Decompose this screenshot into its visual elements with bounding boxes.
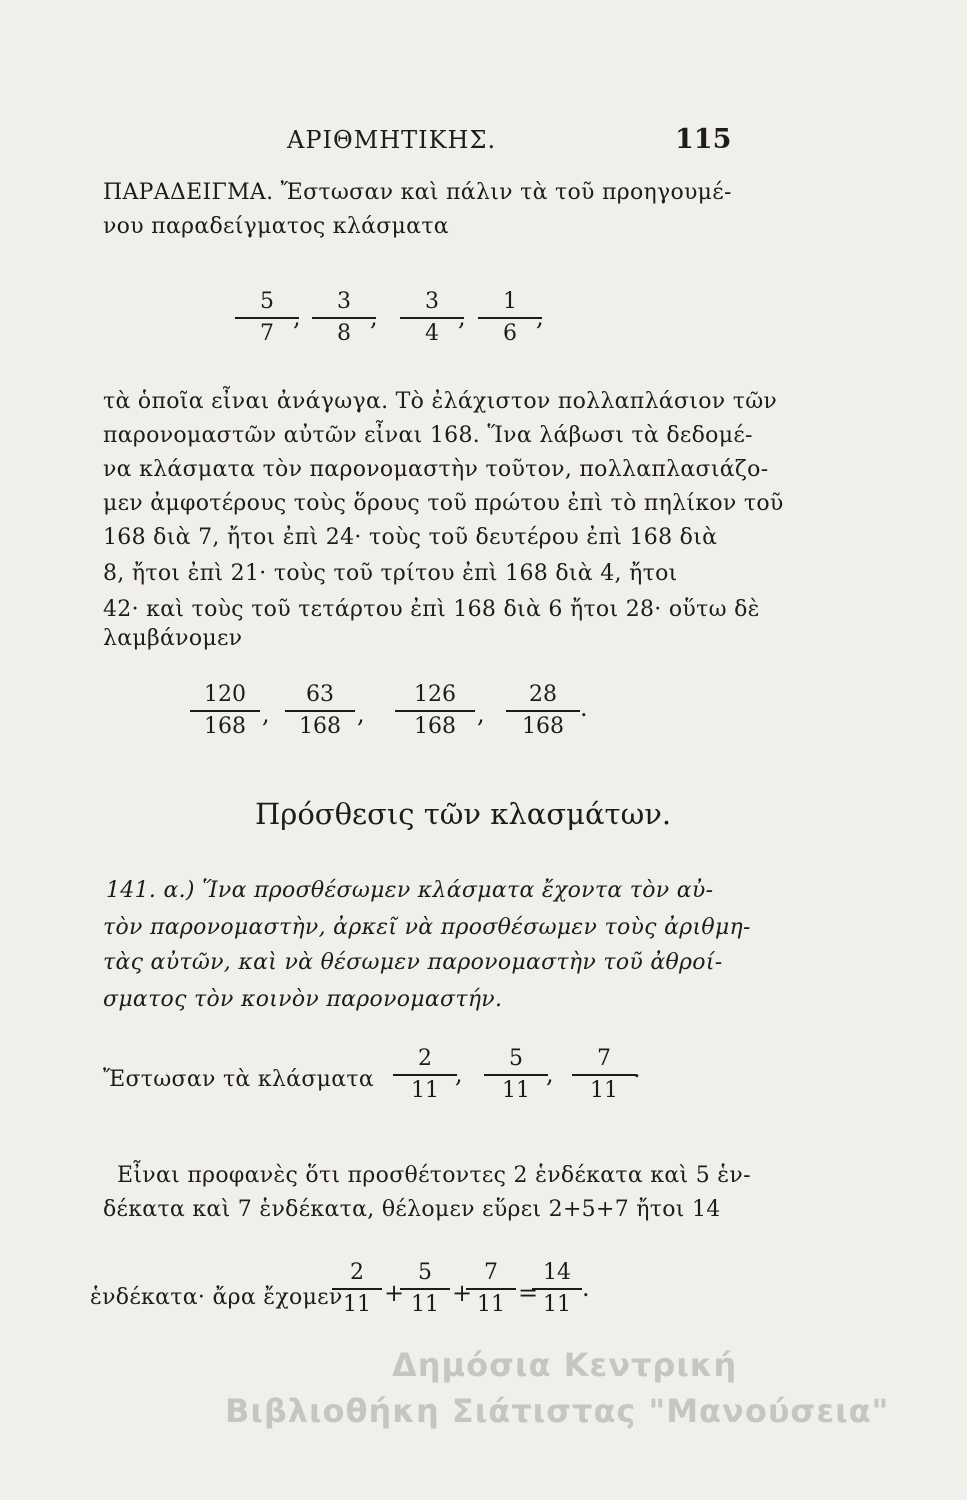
fraction-120-168 (190, 684, 260, 738)
body-line: τὰ ὁποῖα εἶναι ἀνάγωγα. Τὸ ἐλάχιστον πολλαπλάσιον τῶν (103, 389, 778, 414)
fraction-denominator: 11 (411, 1292, 439, 1317)
fraction-numerator: 2 (350, 1260, 364, 1285)
fraction-7-11 (572, 1048, 636, 1102)
fraction-denominator: 11 (477, 1292, 505, 1317)
fraction-numerator: 63 (306, 682, 334, 707)
body-line: να κλάσματα τὸν παρονομαστὴν τοῦτον, πολλαπλασιάζο- (103, 457, 769, 482)
body-line: παρονομαστῶν αὐτῶν εἶναι 168. Ἵνα λάβωσι τὰ δεδομέ- (103, 423, 753, 448)
fraction-denominator: 168 (299, 714, 341, 739)
rule-line: τὸν παρονομαστὴν, ἀρκεῖ νὰ προσθέσωμεν τοὺς ἀριθμη- (103, 915, 751, 940)
fraction-numerator: 5 (260, 289, 274, 314)
fraction-denominator: 11 (543, 1292, 571, 1317)
fraction-denominator: 8 (337, 321, 351, 346)
fraction-numerator: 126 (414, 682, 456, 707)
fraction-63-168 (285, 684, 355, 738)
fraction-denominator: 168 (204, 714, 246, 739)
body-line: 168 διὰ 7, ἤτοι ἐπὶ 24· τοὺς τοῦ δευτέρου ἐπὶ 168 διὰ (103, 525, 718, 550)
fraction-7-11-sum (466, 1262, 516, 1316)
period: . (633, 1055, 641, 1083)
fraction-1-6 (478, 291, 542, 345)
comma: , (370, 303, 378, 331)
body-line: μεν ἀμφοτέρους τοὺς ὅρους τοῦ πρώτου ἐπὶ τὸ πηλίκον τοῦ (103, 491, 784, 516)
fraction-numerator: 28 (529, 682, 557, 707)
fraction-5-7 (235, 291, 299, 345)
fraction-denominator: 11 (590, 1078, 618, 1103)
explain-line: δέκατα καὶ 7 ἑνδέκατα, θέλομεν εὕρει 2+5+7 ἤτοι 14 (103, 1197, 721, 1222)
fraction-numerator: 7 (484, 1260, 498, 1285)
fraction-denominator: 11 (343, 1292, 371, 1317)
equals-sign: = (518, 1279, 539, 1307)
fraction-numerator: 1 (503, 289, 517, 314)
example-line-2: νου παραδείγματος κλάσματα (103, 214, 449, 239)
plus-sign: + (452, 1279, 473, 1307)
comma: , (262, 700, 270, 728)
fraction-denominator: 168 (522, 714, 564, 739)
fraction-5-11-sum (400, 1262, 450, 1316)
fraction-2-11-sum (332, 1262, 382, 1316)
fraction-5-11 (484, 1048, 548, 1102)
fraction-14-11-sum (532, 1262, 582, 1316)
comma: , (357, 700, 365, 728)
example-line-1: ΠΑΡΑΔΕΙΓΜΑ. Ἔστωσαν καὶ πάλιν τὰ τοῦ προηγουμέ- (103, 180, 732, 205)
let-text: Ἔστωσαν τὰ κλάσματα (103, 1067, 375, 1092)
fraction-numerator: 120 (204, 682, 246, 707)
rule-line: σματος τὸν κοινὸν παρονομαστήν. (103, 987, 503, 1012)
fraction-numerator: 3 (425, 289, 439, 314)
body-line: 42· καὶ τοὺς τοῦ τετάρτου ἐπὶ 168 διὰ 6 ἤτοι 28· οὕτω δὲ (103, 597, 760, 622)
comma: , (455, 1060, 463, 1088)
fraction-denominator: 7 (260, 321, 274, 346)
fraction-numerator: 3 (337, 289, 351, 314)
fraction-3-8 (312, 291, 376, 345)
fraction-numerator: 5 (509, 1046, 523, 1071)
comma: , (477, 700, 485, 728)
library-watermark-line-2: Βιβλιοθήκη Σιάτιστας "Μανούσεια" (225, 1392, 890, 1430)
library-watermark-line-1: Δημόσια Κεντρική (392, 1346, 738, 1384)
fraction-denominator: 4 (425, 321, 439, 346)
rule-line: τὰς αὐτῶν, καὶ νὰ θέσωμεν παρονομαστὴν τοῦ ἀθροί- (103, 950, 723, 975)
fraction-denominator: 11 (411, 1078, 439, 1103)
fraction-numerator: 2 (418, 1046, 432, 1071)
page-number: 115 (675, 124, 732, 155)
comma: , (546, 1060, 554, 1088)
fraction-denominator: 6 (503, 321, 517, 346)
running-header-title: ΑΡΙΘΜΗΤΙΚΗΣ. (287, 126, 497, 154)
comma: , (293, 303, 301, 331)
fraction-denominator: 168 (414, 714, 456, 739)
fraction-28-168 (506, 684, 580, 738)
period: . (582, 1274, 590, 1302)
plus-sign: + (384, 1279, 405, 1307)
fraction-numerator: 14 (543, 1260, 571, 1285)
fraction-2-11 (393, 1048, 457, 1102)
body-line: λαμβάνομεν (103, 626, 243, 651)
final-text: ἑνδέκατα· ἄρα ἔχομεν (90, 1285, 343, 1310)
body-line: 8, ἤτοι ἐπὶ 21· τοὺς τοῦ τρίτου ἐπὶ 168 διὰ 4, ἤτοι (103, 561, 678, 586)
comma: , (458, 303, 466, 331)
fraction-126-168 (395, 684, 475, 738)
fraction-denominator: 11 (502, 1078, 530, 1103)
explain-line: Εἶναι προφανὲς ὅτι προσθέτοντες 2 ἑνδέκατα καὶ 5 ἑν- (117, 1163, 751, 1188)
period: . (580, 694, 588, 722)
rule-line: 141. α.) Ἵνα προσθέσωμεν κλάσματα ἔχοντα τὸν αὐ- (106, 878, 714, 903)
fraction-3-4 (400, 291, 464, 345)
comma: , (536, 303, 544, 331)
fraction-numerator: 5 (418, 1260, 432, 1285)
section-heading: Πρόσθεσις τῶν κλασμάτων. (255, 797, 672, 831)
fraction-numerator: 7 (597, 1046, 611, 1071)
